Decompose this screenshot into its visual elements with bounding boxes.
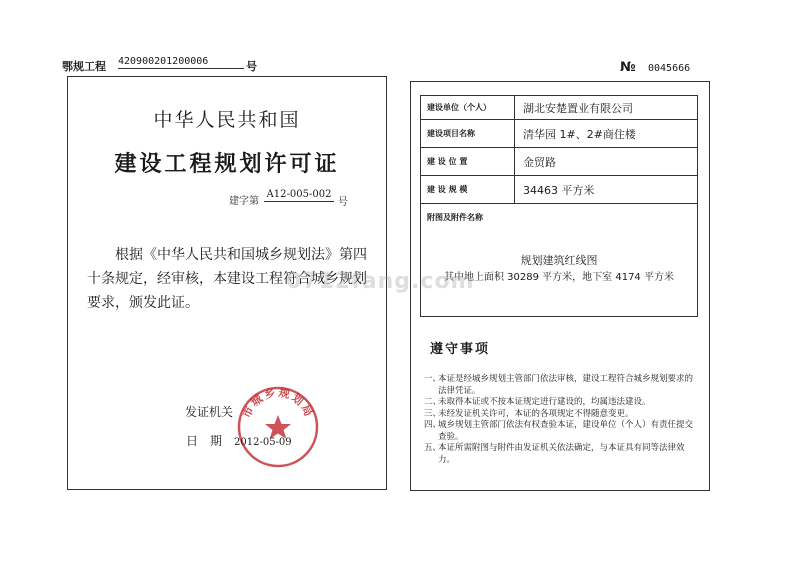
attachment-name: 规划建筑红线图: [520, 254, 598, 267]
table-row: [421, 148, 697, 176]
certificate-title: 建设工程规划许可证: [114, 151, 340, 177]
svg-text:市城乡规划局: [239, 385, 316, 420]
row-value: 34463 平方米: [523, 183, 595, 197]
certificate-number-prefix: 建字第: [229, 196, 259, 207]
official-seal: [236, 385, 320, 469]
rule-text: 本证是经城乡规划主管部门依法审核，建设工程符合城乡规划要求的法律凭证。: [438, 374, 694, 396]
doc-number-suffix: 号: [246, 60, 257, 73]
rule-number: 五、: [424, 443, 442, 453]
serial-number-mark: №: [620, 60, 636, 75]
date-label: 日期: [186, 434, 235, 448]
rule-number: 四、: [424, 420, 442, 430]
row-label: 建设项目名称: [421, 120, 515, 147]
rule-text: 未经发证机关许可，本证的各项规定不得随意变更。: [438, 408, 634, 419]
rule-number: 三、: [424, 408, 442, 419]
certificate-number: A12-005-002: [264, 189, 334, 202]
rules-title: 遵守事项: [430, 342, 491, 357]
attachment-label: 附图及附件名称: [427, 213, 483, 222]
serial-number: 0045666: [648, 63, 691, 74]
row-label: 建 设 规 模: [421, 176, 515, 203]
rule-item: [424, 443, 700, 466]
table-row: [421, 96, 697, 120]
attachment-area: 其中地上面积 30289 平方米，地下室 4174 平方米: [444, 272, 674, 283]
rule-item: [424, 409, 700, 421]
seal-text: 市城乡规划局: [240, 385, 316, 421]
rule-number: 一、: [424, 374, 442, 384]
rule-text: 城乡规划主管部门依法有权查验本证，建设单位（个人）有责任提交查验。: [438, 420, 694, 442]
certificate-body-text: 根据《中华人民共和国城乡规划法》第四十条规定，经审核，本建设工程符合城乡规划要求，颁发此证。: [87, 247, 367, 311]
certificate-number-suffix: 号: [338, 197, 348, 208]
table-row: [421, 176, 697, 204]
rule-number: 二、: [424, 397, 442, 407]
row-label: 建 设 位 置: [421, 148, 515, 175]
site-watermark: 0712fang.com: [286, 269, 475, 294]
rules-list: [424, 374, 700, 466]
row-value: 金贸路: [523, 155, 556, 169]
rule-item: [424, 420, 700, 443]
issuer-label: 发证机关: [185, 405, 234, 419]
row-value: 清华园 1#、2#商住楼: [523, 127, 636, 141]
country-name: 中华人民共和国: [153, 109, 301, 131]
table-row: [421, 120, 697, 148]
doc-number: 420900201200006: [118, 56, 244, 69]
row-label: 建设单位（个人）: [421, 96, 515, 119]
rule-item: [424, 374, 700, 397]
rule-item: [424, 397, 700, 409]
rule-text: 未取得本证或不按本证规定进行建设的，均属违法建设。: [438, 397, 651, 407]
issue-date: 2012-05-09: [234, 437, 292, 448]
doc-number-prefix: 鄂规工程: [62, 60, 106, 73]
row-value: 湖北安楚置业有限公司: [523, 101, 633, 115]
rule-text: 本证所需附图与附件由发证机关依法确定，与本证具有同等法律效力。: [438, 443, 685, 465]
